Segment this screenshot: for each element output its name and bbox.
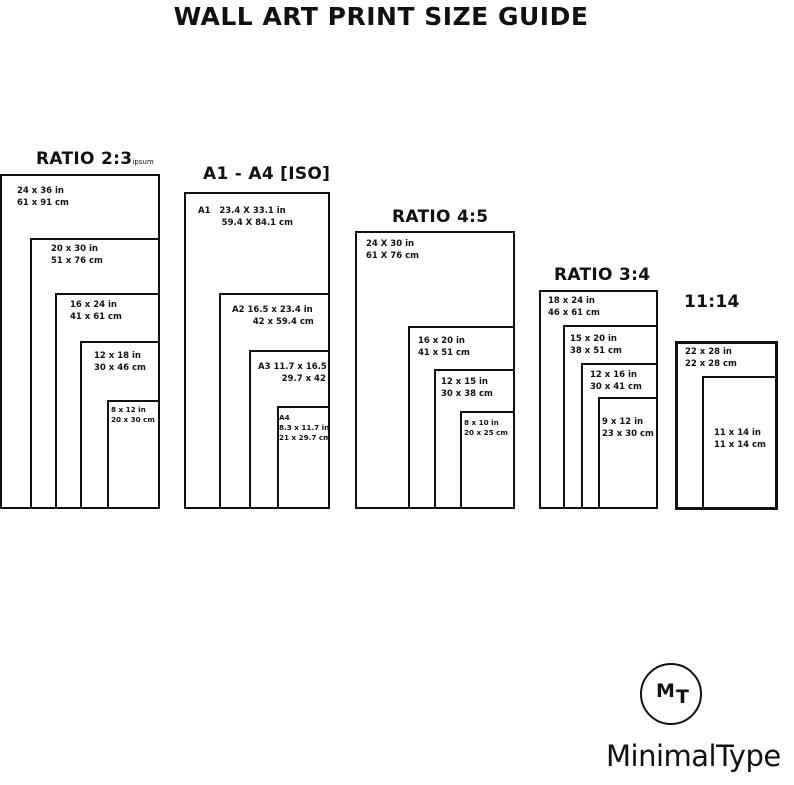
logo-letter-m: M (656, 680, 675, 702)
size-label-8x10: 8 x 10 in 20 x 25 cm (464, 418, 508, 437)
size-label-24x36: 24 x 36 in 61 x 91 cm (17, 186, 69, 208)
size-label-12x16: 12 x 16 in 30 x 41 cm (590, 370, 642, 392)
logo-letter-t: T (676, 686, 689, 708)
group-label-ratio-2-3-sub: ipsum (132, 158, 154, 166)
size-label-a4: A4 8.3 x 11.7 in 21 x 29.7 cm (279, 413, 331, 442)
size-label-8x12: 8 x 12 in 20 x 30 cm (111, 405, 155, 424)
group-label-ratio-2-3: RATIO 2:3ipsum (36, 149, 154, 169)
group-label-ratio-3-4: RATIO 3:4 (554, 265, 651, 285)
group-label-iso: A1 - A4 [ISO] (203, 164, 331, 184)
size-label-11x14: 11 x 14 in 11 x 14 cm (714, 428, 766, 450)
size-label-12x15: 12 x 15 in 30 x 38 cm (441, 377, 493, 399)
brand-name: MinimalType (606, 739, 781, 773)
group-label-11-14: 11:14 (684, 292, 740, 312)
size-label-a2: A2 16.5 x 23.4 in 42 x 59.4 cm (232, 305, 314, 327)
group-label-ratio-4-5: RATIO 4:5 (392, 207, 489, 227)
page-title: WALL ART PRINT SIZE GUIDE (173, 2, 589, 31)
size-label-a1: A1 23.4 X 33.1 in 59.4 X 84.1 cm (198, 206, 293, 228)
size-label-15x20: 15 x 20 in 38 x 51 cm (570, 334, 622, 356)
size-label-24x30: 24 X 30 in 61 X 76 cm (366, 239, 419, 261)
size-label-a3: A3 11.7 x 16.5 29.7 x 42 (258, 362, 327, 384)
size-label-12x18: 12 x 18 in 30 x 46 cm (94, 351, 146, 373)
size-label-9x12: 9 x 12 in 23 x 30 cm (602, 417, 654, 439)
size-label-16x20: 16 x 20 in 41 x 51 cm (418, 336, 470, 358)
size-label-22x28: 22 x 28 in 22 x 28 cm (685, 347, 737, 369)
size-label-20x30: 20 x 30 in 51 x 76 cm (51, 244, 103, 266)
size-label-16x24: 16 x 24 in 41 x 61 cm (70, 300, 122, 322)
size-label-18x24: 18 x 24 in 46 x 61 cm (548, 296, 600, 318)
frame-9x12 (598, 397, 658, 509)
